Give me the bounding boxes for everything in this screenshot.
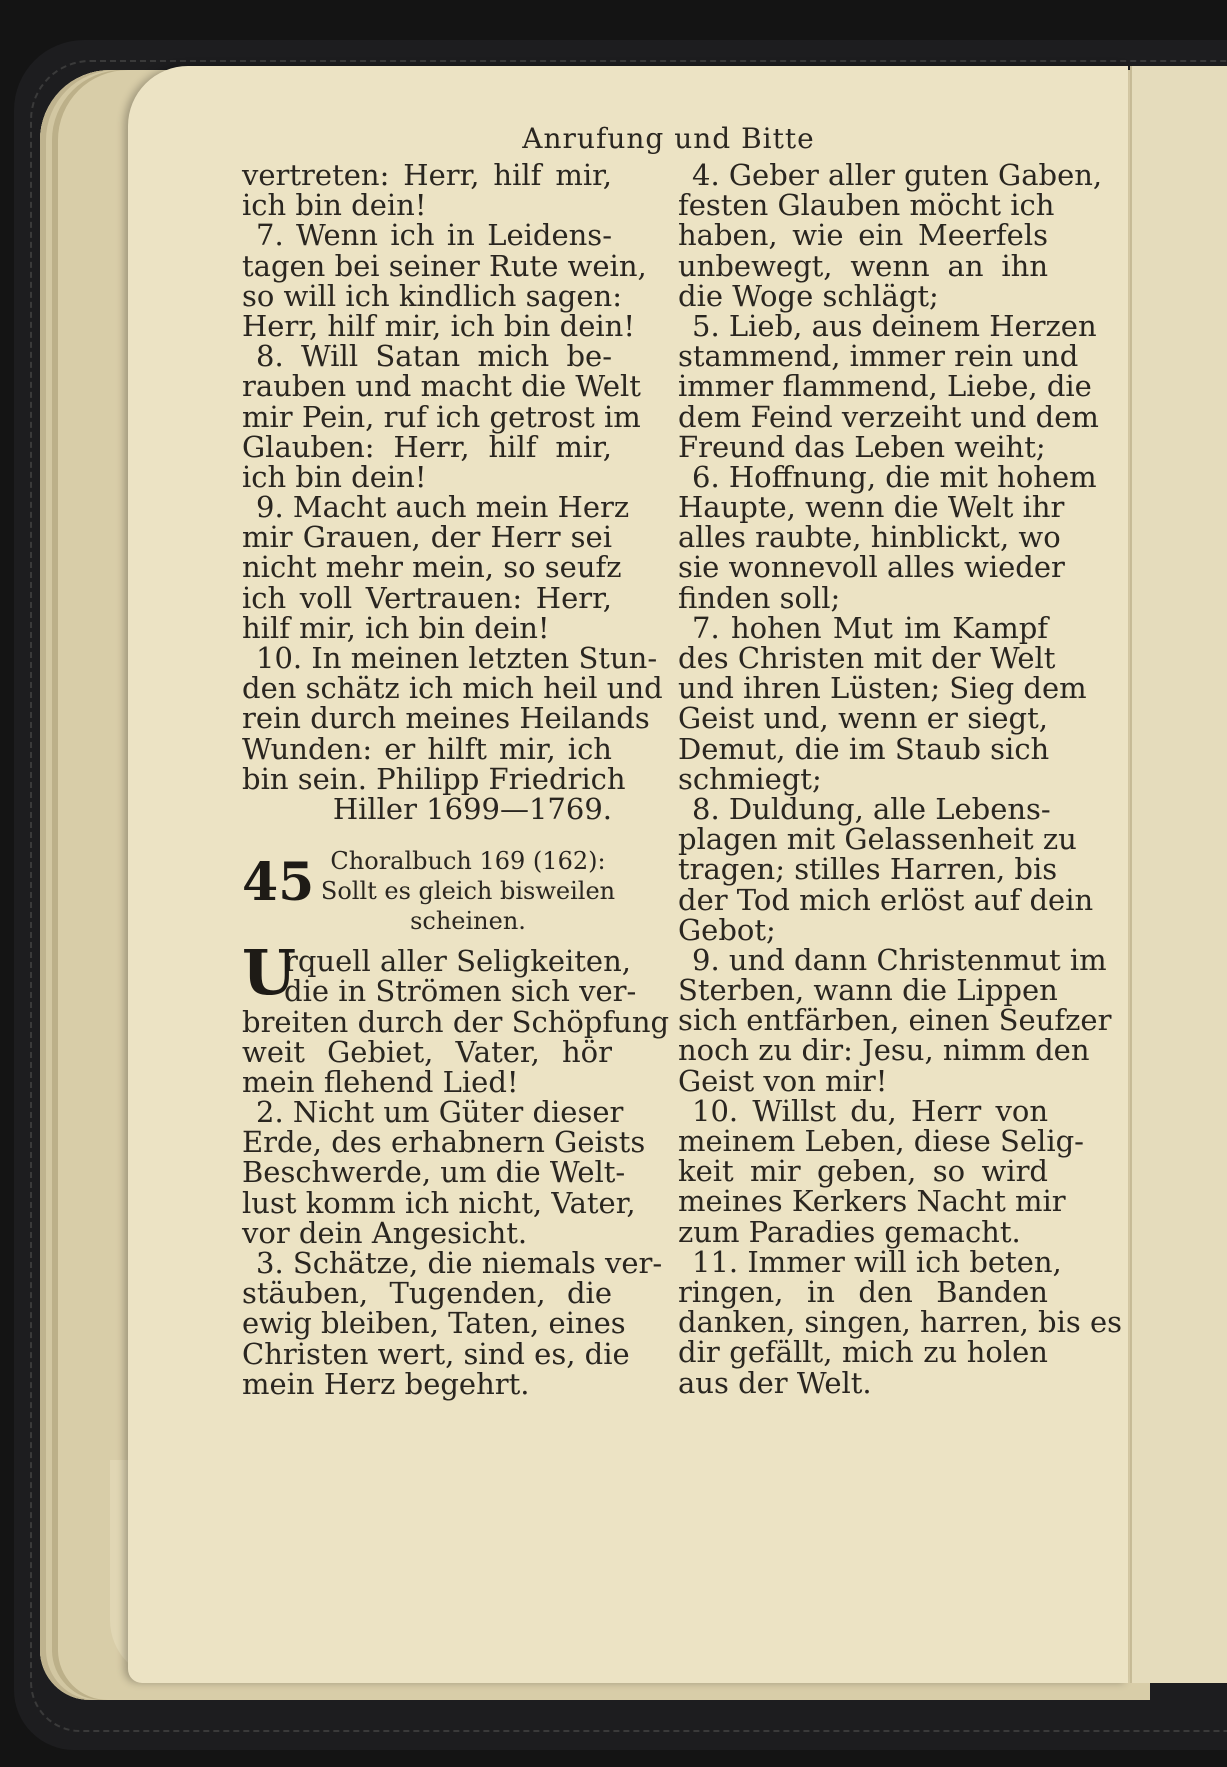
text-line: die Woge schlägt;: [678, 278, 939, 313]
hymn-header: [242, 846, 616, 946]
text-line: Christen wert, sind es, die: [242, 1336, 630, 1371]
text-line: 10. Willst du, Herr von: [692, 1093, 1048, 1128]
right-column-text: [678, 158, 1123, 1400]
text-line: 5. Lieb, aus deinem Herzen: [692, 308, 1097, 343]
left-column: [242, 158, 670, 1401]
text-line: 10. In meinen letzten Stun-: [256, 641, 658, 675]
text-line: Freund das Leben weiht;: [678, 429, 1046, 464]
text-line: zum Paradies gemacht.: [678, 1214, 1021, 1249]
text-line: keit mir geben, so wird: [678, 1154, 1048, 1189]
text-line: rein durch meines Heilands: [242, 701, 650, 736]
text-line: Haupte, wenn die Welt ihr: [678, 490, 1065, 525]
text-line: Geist von mir!: [678, 1063, 888, 1098]
running-head: Anrufung und Bitte: [522, 122, 815, 155]
right-column: [678, 158, 1123, 1400]
facing-page-edge: [1130, 66, 1227, 1683]
text-line: mir Pein, ruf ich getrost im: [242, 399, 641, 434]
text-line: 7. hohen Mut im Kampf: [692, 610, 1048, 645]
text-line: unbewegt, wenn an ihn: [678, 248, 1048, 283]
text-line: Erde, des erhabnern Geists: [242, 1125, 646, 1160]
text-line: ringen, in den Banden: [678, 1274, 1048, 1309]
left-column-text: [242, 158, 663, 826]
text-line: 7. Wenn ich in Leidens-: [256, 218, 612, 253]
text-line: breiten durch der Schöpfung: [242, 1004, 670, 1039]
text-line: 2. Nicht um Güter dieser: [256, 1095, 624, 1130]
text-line: danken, singen, harren, bis es: [678, 1305, 1123, 1340]
text-line: finden soll;: [678, 580, 841, 615]
text-line: hilf mir, ich bin dein!: [242, 610, 550, 645]
hymn-number: 45: [242, 852, 315, 914]
text-line: Wunden: er hilft mir, ich: [242, 731, 612, 766]
text-line: ich voll Vertrauen: Herr,: [242, 580, 612, 615]
text-line: aus der Welt.: [678, 1365, 872, 1400]
text-line: stäuben, Tugenden, die: [242, 1276, 612, 1311]
text-line: Sterben, wann die Lippen: [678, 973, 1058, 1008]
text-line: stammend, immer rein und: [678, 339, 1079, 374]
text-line: 3. Schätze, die niemals ver-: [256, 1246, 663, 1280]
text-line: weit Gebiet, Vater, hör: [242, 1034, 612, 1069]
text-line: Herr, hilf mir, ich bin dein!: [242, 308, 635, 343]
text-line: 9. und dann Christenmut im: [692, 942, 1107, 977]
text-line: ich bin dein!: [242, 459, 427, 494]
text-line: 4. Geber aller guten Gaben,: [692, 158, 1103, 192]
text-line: haben, wie ein Meerfels: [678, 218, 1048, 253]
text-line: 6. Hoffnung, die mit hohem: [692, 459, 1097, 494]
text-line: Geist und, wenn er siegt,: [678, 701, 1048, 736]
text-line: tagen bei seiner Rute wein,: [242, 248, 647, 283]
text-line: tragen; stilles Harren, bis: [678, 852, 1058, 887]
dropcap-line-text: rquell aller Seligkeiten,: [284, 944, 631, 979]
text-line: 9. Macht auch mein Herz: [256, 490, 630, 525]
text-line: dir gefällt, mich zu holen: [678, 1335, 1048, 1370]
text-line: sie wonnevoll alles wieder: [678, 550, 1065, 585]
text-line: sich entfärben, einen Seufzer: [678, 1003, 1112, 1038]
text-line: mein Herz begehrt.: [242, 1366, 530, 1401]
text-line: ich bin dein!: [242, 188, 427, 223]
text-line: Demut, die im Staub sich: [678, 731, 1050, 766]
text-line: mir Grauen, der Herr sei: [242, 520, 612, 555]
text-line: ewig bleiben, Taten, eines: [242, 1306, 626, 1341]
text-line: dem Feind verzeiht und dem: [678, 399, 1099, 434]
text-line: mein flehend Lied!: [242, 1064, 519, 1099]
hymn-ref-line: scheinen.: [410, 907, 526, 936]
text-line: 8. Duldung, alle Lebens-: [692, 791, 1051, 826]
text-line: so will ich kindlich sagen:: [242, 278, 622, 313]
text-line: plagen mit Gelassenheit zu: [678, 822, 1077, 857]
text-line: des Christen mit der Welt: [678, 641, 1056, 675]
text-line: schmiegt;: [678, 761, 822, 796]
text-line: den schätz ich mich heil und: [242, 671, 663, 706]
text-line: und ihren Lüsten; Sieg dem: [678, 671, 1087, 706]
text-line: meinem Leben, diese Selig-: [678, 1124, 1084, 1158]
text-line: immer flammend, Liebe, die: [678, 369, 1092, 404]
text-line: nicht mehr mein, so seufz: [242, 550, 622, 585]
text-line: die in Strömen sich ver-: [284, 974, 637, 1009]
text-line: noch zu dir: Jesu, nimm den: [678, 1033, 1090, 1068]
text-line: meines Kerkers Nacht mir: [678, 1184, 1066, 1219]
text-line: 8. Will Satan mich be-: [256, 339, 612, 374]
hymn-reference: [320, 846, 616, 936]
text-line: Hiller 1699—1769.: [332, 791, 612, 826]
text-line: lust komm ich nicht, Vater,: [242, 1185, 636, 1220]
text-line: festen Glauben möcht ich: [678, 188, 1055, 223]
text-line: 11. Immer will ich beten,: [692, 1244, 1062, 1279]
text-line: vertreten: Herr, hilf mir,: [242, 158, 612, 192]
hymn-ref-line: Choralbuch 169 (162):: [330, 847, 606, 876]
hymn-ref-line: Sollt es gleich bisweilen: [320, 877, 616, 906]
text-line: bin sein. Philipp Friedrich: [242, 761, 626, 796]
dropcap: U: [242, 936, 297, 1010]
text-line: Glauben: Herr, hilf mir,: [242, 429, 612, 464]
text-line: rauben und macht die Welt: [242, 369, 641, 404]
text-line: vor dein Angesicht.: [242, 1215, 528, 1250]
text-line: Gebot;: [678, 912, 776, 947]
text-line: Beschwerde, um die Welt-: [242, 1155, 626, 1190]
hymn-text: [242, 936, 670, 1401]
text-line: der Tod mich erlöst auf dein: [678, 882, 1094, 917]
text-line: alles raubte, hinblickt, wo: [678, 520, 1061, 555]
